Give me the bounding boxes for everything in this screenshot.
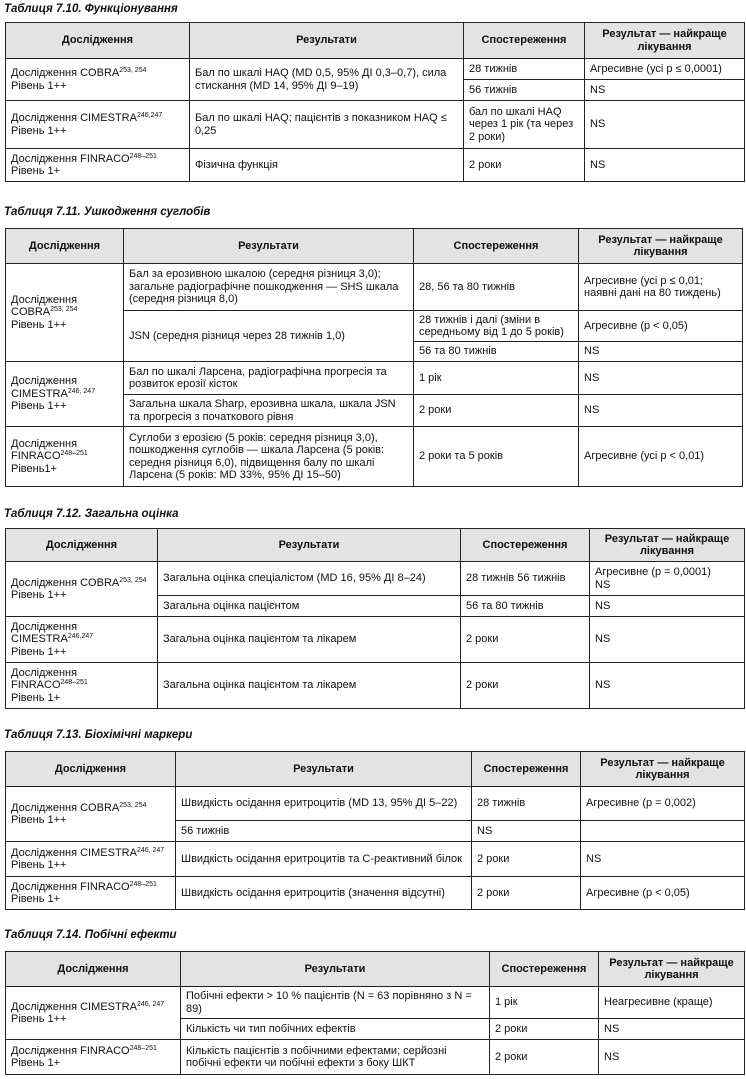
study-cell: Дослідження COBRA$^{253, 254}$ Рівень 1++	[6, 264, 124, 362]
table-header-row	[6, 529, 745, 562]
table-row	[6, 59, 745, 80]
best-treatment-cell: Агресивне (р = 0,002)	[581, 787, 745, 821]
header-study: Дослідження	[6, 229, 124, 264]
table-7-12-caption: Таблиця 7.12. Загальна оцінка	[4, 508, 179, 520]
observation-cell: 56 тижнів	[464, 80, 585, 101]
observation-cell: NS	[472, 821, 581, 842]
observation-cell: 28 тижнів	[464, 59, 585, 80]
best-treatment-cell: NS	[585, 101, 745, 149]
table-7-13-caption: Таблиця 7.13. Біохімічні маркери	[4, 729, 193, 741]
header-best-treatment: Результат — найкраще лікування	[599, 952, 745, 987]
study-cell: Дослідження COBRA$^{253, 254}$ Рівень 1++	[6, 59, 190, 101]
header-observation: Спостереження	[472, 752, 581, 787]
study-cell: Дослідження FINRACO$^{248-251}$ Рівень 1+	[6, 149, 190, 182]
observation-cell: 2 роки	[490, 1040, 599, 1075]
best-treatment-cell: Агресивне (р = 0,0001) NS	[590, 562, 745, 596]
header-observation: Спостереження	[490, 952, 599, 987]
best-treatment-cell: NS	[585, 80, 745, 101]
best-treatment-cell: Агресивне (р < 0,05)	[579, 311, 743, 342]
table-7-10-caption: Таблиця 7.10. Функціонування	[4, 3, 178, 15]
results-cell: JSN (середня різниця через 28 тижнів 1,0)	[124, 311, 414, 362]
observation-cell: 1 рік	[414, 362, 579, 395]
table-7-13	[5, 751, 745, 910]
best-treatment-cell	[581, 821, 745, 842]
best-treatment-cell: Агресивне (р < 0,05)	[581, 877, 745, 910]
best-treatment-cell: NS	[599, 1040, 745, 1075]
study-cell: Дослідження CIMESTRA$^{246, 247}$ Рівень 1++	[6, 362, 124, 427]
table-row	[6, 1040, 745, 1075]
header-observation: Спостереження	[461, 529, 590, 562]
table-7-14-caption: Таблиця 7.14. Побічні ефекти	[4, 929, 177, 941]
results-cell: Бал за ерозивною шкалою (середня різниця 3,0); загальне радіографічне пошкодження — SHS шкала (середня різниця 8,0)	[124, 264, 414, 311]
table-7-11-caption: Таблиця 7.11. Ушкодження суглобів	[4, 206, 211, 218]
header-results: Результати	[124, 229, 414, 264]
results-cell: Бал по шкалі HAQ; пацієнтів з показником HAQ ≤ 0,25	[190, 101, 464, 149]
table-row	[6, 877, 745, 910]
observation-cell: 2 роки	[414, 395, 579, 427]
observation-cell: 2 роки	[461, 663, 590, 709]
observation-cell: 2 роки та 5 років	[414, 427, 579, 487]
results-cell: Швидкість осідання еритроцитів (значення відсутні)	[176, 877, 472, 910]
observation-cell: 1 рік	[490, 987, 599, 1019]
observation-cell: 2 роки	[490, 1019, 599, 1040]
best-treatment-cell: NS	[585, 149, 745, 182]
results-cell: Бал по шкалі Ларсена, радіографічна прогресія та розвиток ерозії кісток	[124, 362, 414, 395]
table-row	[6, 362, 743, 395]
study-cell: Дослідження CIMESTRA$^{246,247}$ Рівень 1++	[6, 101, 190, 149]
observation-cell: 28, 56 та 80 тижнів	[414, 264, 579, 311]
header-best-treatment: Результат — найкраще лікування	[590, 529, 745, 562]
best-treatment-cell: NS	[579, 342, 743, 362]
observation-cell: 28 тижнів	[472, 787, 581, 821]
header-observation: Спостереження	[414, 229, 579, 264]
header-study: Дослідження	[6, 752, 176, 787]
observation-cell: 2 роки	[472, 842, 581, 877]
observation-cell: 2 роки	[464, 149, 585, 182]
table-row	[6, 987, 745, 1019]
results-cell: Кількість чи тип побічних ефектів	[181, 1019, 490, 1040]
header-best-treatment: Результат — найкраще лікування	[581, 752, 745, 787]
study-cell: Дослідження COBRA$^{253, 254}$ Рівень 1++	[6, 562, 158, 617]
table-7-10	[5, 22, 745, 182]
best-treatment-cell: NS	[579, 395, 743, 427]
results-cell: Побічні ефекти > 10 % пацієнтів (N = 63 порівняно з N = 89)	[181, 987, 490, 1019]
header-results: Результати	[176, 752, 472, 787]
table-row	[6, 427, 743, 487]
table-row	[6, 663, 745, 709]
observation-cell: 2 роки	[461, 617, 590, 663]
results-cell: Швидкість осідання еритроцитів та С-реактивний білок	[176, 842, 472, 877]
observation-cell: бал по шкалі HAQ через 1 рік (та через 2 роки)	[464, 101, 585, 149]
results-cell: Бал по шкалі HAQ (MD 0,5, 95% ДІ 0,3–0,7), сила стискання (MD 14, 95% ДІ 9–19)	[190, 59, 464, 101]
header-study: Дослідження	[6, 529, 158, 562]
best-treatment-cell: Агресивне (усі р < 0,01)	[579, 427, 743, 487]
results-cell: Кількість пацієнтів з побічними ефектами; серйозні побічні ефекти чи побічні ефекти з боку ШКТ	[181, 1040, 490, 1075]
table-header-row	[6, 752, 745, 787]
study-cell: Дослідження FINRACO$^{248-251}$ Рівень 1+	[6, 1040, 181, 1075]
header-best-treatment: Результат — найкраще лікування	[579, 229, 743, 264]
table-row	[6, 787, 745, 821]
table-header-row	[6, 952, 745, 987]
results-cell: Загальна оцінка пацієнтом та лікарем	[158, 617, 461, 663]
table-row	[6, 562, 745, 596]
results-cell: 56 тижнів	[176, 821, 472, 842]
table-7-12	[5, 528, 745, 709]
table-header-row	[6, 23, 745, 59]
table-row	[6, 149, 745, 182]
best-treatment-cell: Агресивне (усі р ≤ 0,0001)	[585, 59, 745, 80]
results-cell: Загальна оцінка пацієнтом	[158, 596, 461, 617]
table-row	[6, 617, 745, 663]
table-row	[6, 842, 745, 877]
observation-cell: 56 та 80 тижнів	[461, 596, 590, 617]
best-treatment-cell: NS	[590, 617, 745, 663]
study-cell: Дослідження CIMESTRA$^{246, 247}$ Рівень 1++	[6, 987, 181, 1040]
header-study: Дослідження	[6, 952, 181, 987]
study-cell: Дослідження FINRACO$^{248-251}$ Рівень 1+	[6, 877, 176, 910]
header-results: Результати	[190, 23, 464, 59]
table-row	[6, 264, 743, 311]
observation-cell: 28 тижнів 56 тижнів	[461, 562, 590, 596]
study-cell: Дослідження FINRACO$^{248-251}$ Рівень 1+	[6, 663, 158, 709]
header-results: Результати	[158, 529, 461, 562]
header-study: Дослідження	[6, 23, 190, 59]
observation-cell: 2 роки	[472, 877, 581, 910]
results-cell: Загальна шкала Sharp, ерозивна шкала, шкала JSN та прогресія з початкового рівня	[124, 395, 414, 427]
study-cell: Дослідження COBRA$^{253, 254}$ Рівень 1++	[6, 787, 176, 842]
best-treatment-cell: Агресивне (усі р ≤ 0,01; наявні дані на 80 тиждень)	[579, 264, 743, 311]
study-cell: Дослідження CIMESTRA$^{246,247}$ Рівень 1++	[6, 617, 158, 663]
study-cell: Дослідження CIMESTRA$^{246, 247}$ Рівень 1++	[6, 842, 176, 877]
results-cell: Суглоби з ерозією (5 років: середня різниця 3,0), пошкодження суглобів — шкала Ларсена (5 років: середня різниця 6,0), підвищення балу по шкалі Ларсена (5 років: MD 33%, 95% ДІ 15–50)	[124, 427, 414, 487]
table-header-row	[6, 229, 743, 264]
table-row	[6, 101, 745, 149]
results-cell: Загальна оцінка пацієнтом та лікарем	[158, 663, 461, 709]
header-observation: Спостереження	[464, 23, 585, 59]
best-treatment-cell: NS	[590, 663, 745, 709]
best-treatment-cell: NS	[579, 362, 743, 395]
results-cell: Швидкість осідання еритроцитів (MD 13, 95% ДІ 5–22)	[176, 787, 472, 821]
results-cell: Фізична функція	[190, 149, 464, 182]
best-treatment-cell: NS	[599, 1019, 745, 1040]
results-cell: Загальна оцінка спеціалістом (MD 16, 95% ДІ 8–24)	[158, 562, 461, 596]
best-treatment-cell: NS	[590, 596, 745, 617]
observation-cell: 28 тижнів і далі (зміни в середньому від 1 до 5 років)	[414, 311, 579, 342]
table-7-11	[5, 228, 743, 487]
study-cell: Дослідження FINRACO$^{248-251}$ Рівень1+	[6, 427, 124, 487]
header-results: Результати	[181, 952, 490, 987]
best-treatment-cell: NS	[581, 842, 745, 877]
table-7-14	[5, 951, 745, 1075]
best-treatment-cell: Неагресивне (краще)	[599, 987, 745, 1019]
observation-cell: 56 та 80 тижнів	[414, 342, 579, 362]
header-best-treatment: Результат — найкраще лікування	[585, 23, 745, 59]
